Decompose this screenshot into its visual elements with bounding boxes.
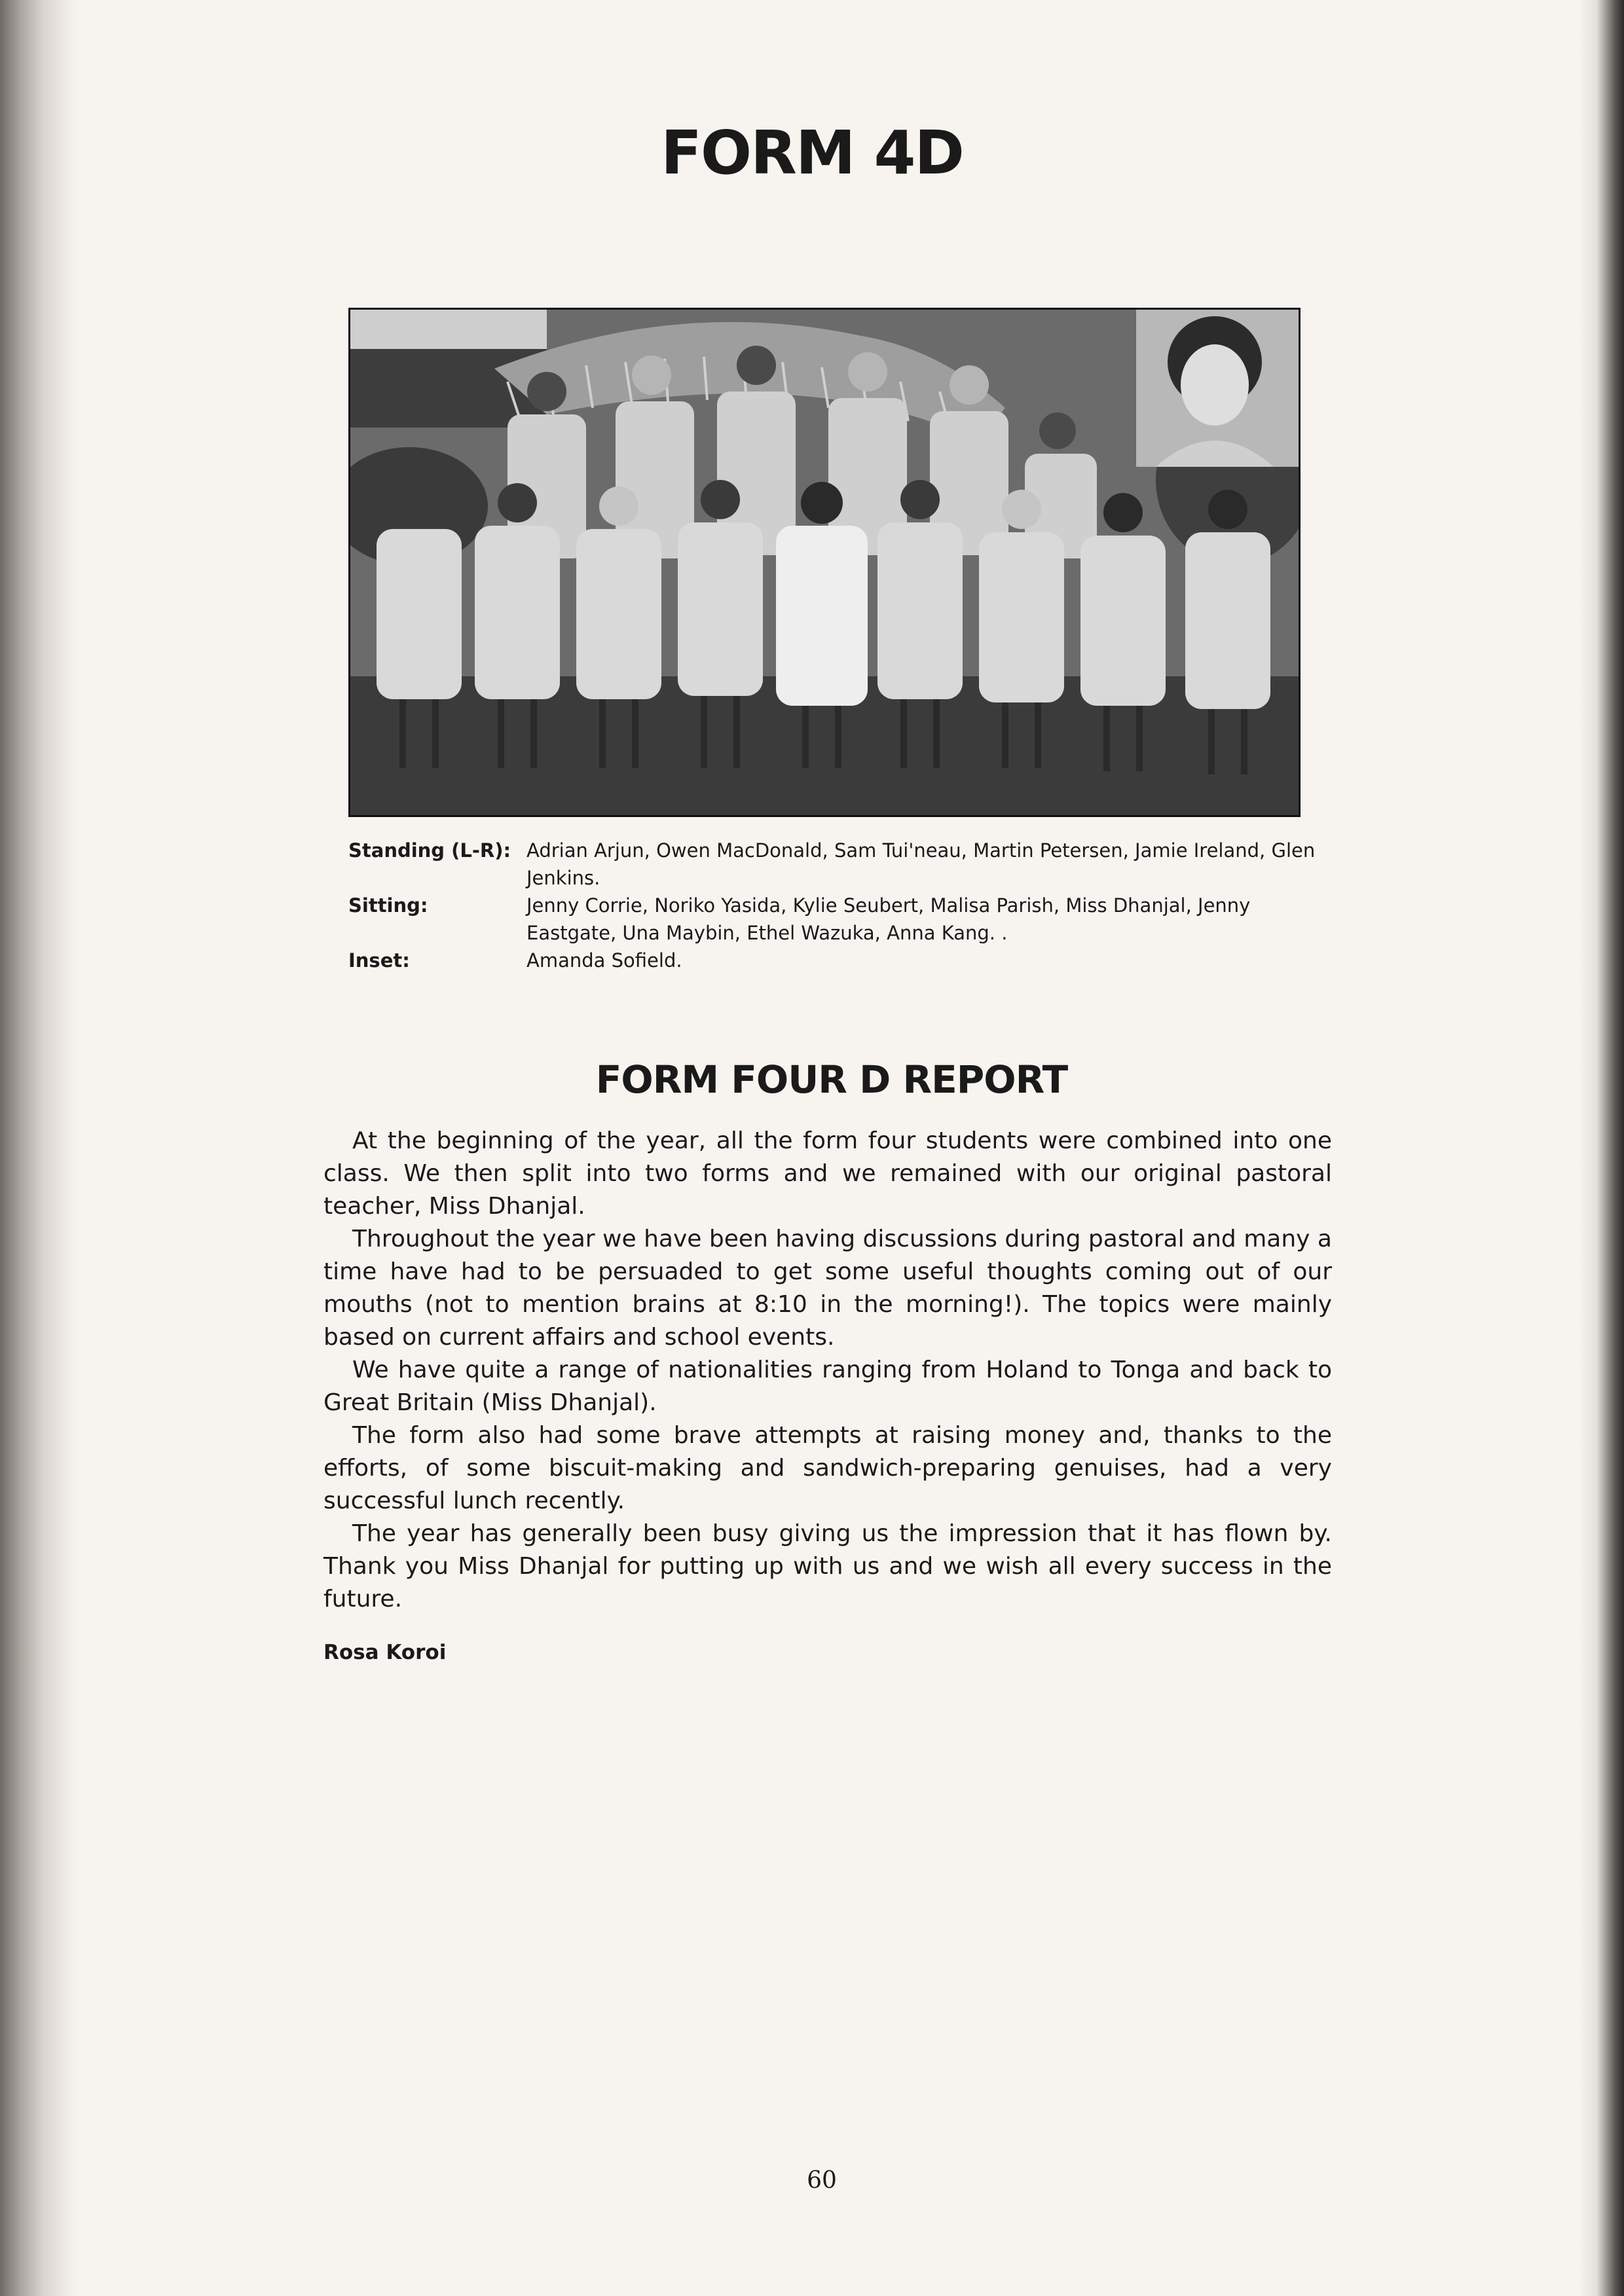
report-body (323, 1125, 1332, 1616)
caption-label: Inset: (348, 949, 410, 972)
caption-names: Amanda Sofield. (526, 949, 682, 972)
caption-sitting (348, 892, 1331, 947)
report-heading: FORM FOUR D REPORT (595, 1057, 1068, 1102)
page-number: 60 (807, 2167, 837, 2194)
photo-captions (348, 837, 1331, 974)
caption-label: Sitting: (348, 894, 428, 917)
scan-spine-shadow (0, 0, 79, 2296)
report-paragraph: We have quite a range of nationalities ranging from Holand to Tonga and back to Great Britain (Miss Dhanjal). (323, 1357, 1332, 1416)
caption-label: Standing (L-R): (348, 839, 511, 862)
report-paragraph: Throughout the year we have been having discussions during pastoral and many a time have had to be persuaded to get some useful thoughts coming out of our mouths (not to mention brains at 8:10 in the morning!). The topics were mainly based on current affairs and school events. (323, 1226, 1332, 1351)
report-author: Rosa Koroi (323, 1641, 447, 1664)
class-group-photo (348, 308, 1301, 817)
report-paragraph: At the beginning of the year, all the form four students were combined into one class. We then split into two forms and we remained with our original pastoral teacher, Miss Dhanjal. (323, 1127, 1332, 1220)
caption-standing (348, 837, 1331, 892)
caption-names: Adrian Arjun, Owen MacDonald, Sam Tui'neau, Martin Petersen, Jamie Ireland, Glen Jenkins. (526, 839, 1316, 889)
page-title: FORM 4D (661, 118, 963, 188)
caption-inset (348, 947, 1331, 974)
report-paragraph: The year has generally been busy giving us the impression that it has flown by. Thank you Miss Dhanjal for putting up with us and we wish all every success in the future. (323, 1520, 1332, 1613)
scan-right-edge (1578, 0, 1624, 2296)
report-paragraph: The form also had some brave attempts at raising money and, thanks to the efforts, of some biscuit-making and sandwich-preparing genuises, had a very successful lunch recently. (323, 1422, 1332, 1514)
caption-names: Jenny Corrie, Noriko Yasida, Kylie Seubert, Malisa Parish, Miss Dhanjal, Jenny Eastgate, Una Maybin, Ethel Wazuka, Anna Kang. . (526, 894, 1251, 944)
